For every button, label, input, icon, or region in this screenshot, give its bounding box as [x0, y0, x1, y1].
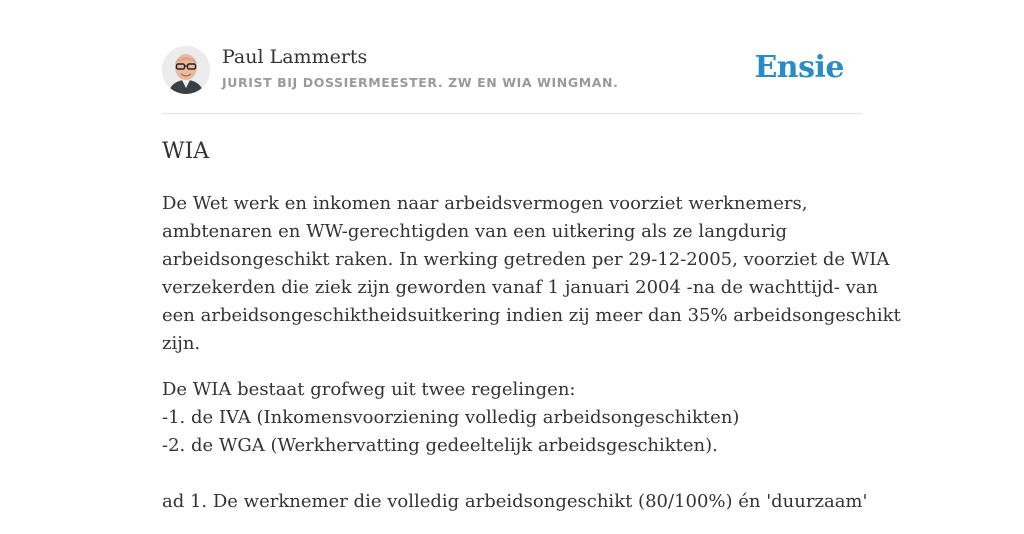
text-line: -2. de WGA (Werkhervatting gedeeltelijk arbeidsgeschikten). — [162, 435, 718, 456]
text-line: -1. de IVA (Inkomensvoorziening volledig arbeidsongeschikten) — [162, 407, 740, 428]
text-line: De WIA bestaat grofweg uit twee regelingen: — [162, 379, 576, 400]
author-bio: JURIST BIJ DOSSIERMEESTER. ZW EN WIA WINGMAN. — [222, 75, 619, 90]
paragraph-definition — [162, 190, 901, 358]
author-avatar[interactable] — [162, 46, 210, 94]
author-name[interactable]: Paul Lammerts — [222, 46, 368, 68]
author-header — [162, 0, 862, 114]
avatar-portrait-icon — [162, 46, 210, 94]
article-page — [162, 0, 901, 512]
text-line: zijn. — [162, 333, 201, 354]
text-line: ad 1. De werknemer die volledig arbeidsongeschikt (80/100%) én 'duurzaam' — [162, 491, 868, 512]
article-title: WIA — [162, 139, 210, 164]
text-line — [162, 460, 862, 488]
text-line: ambtenaren en WW-gerechtigden van een uitkering als ze langdurig — [162, 221, 788, 242]
text-line: een arbeidsongeschiktheidsuitkering indien zij meer dan 35% arbeidsongeschikt — [162, 305, 901, 326]
article-body — [162, 190, 901, 534]
text-line: De Wet werk en inkomen naar arbeidsvermogen voorziet werknemers, — [162, 193, 808, 214]
text-line: verzekerden die ziek zijn geworden vanaf 1 januari 2004 -na de wachttijd- van — [162, 277, 879, 298]
ensie-logo[interactable]: Ensie — [754, 50, 844, 85]
paragraph-regulations — [162, 376, 868, 516]
text-line: arbeidsongeschikt raken. In werking getreden per 29-12-2005, voorziet de WIA — [162, 249, 890, 270]
